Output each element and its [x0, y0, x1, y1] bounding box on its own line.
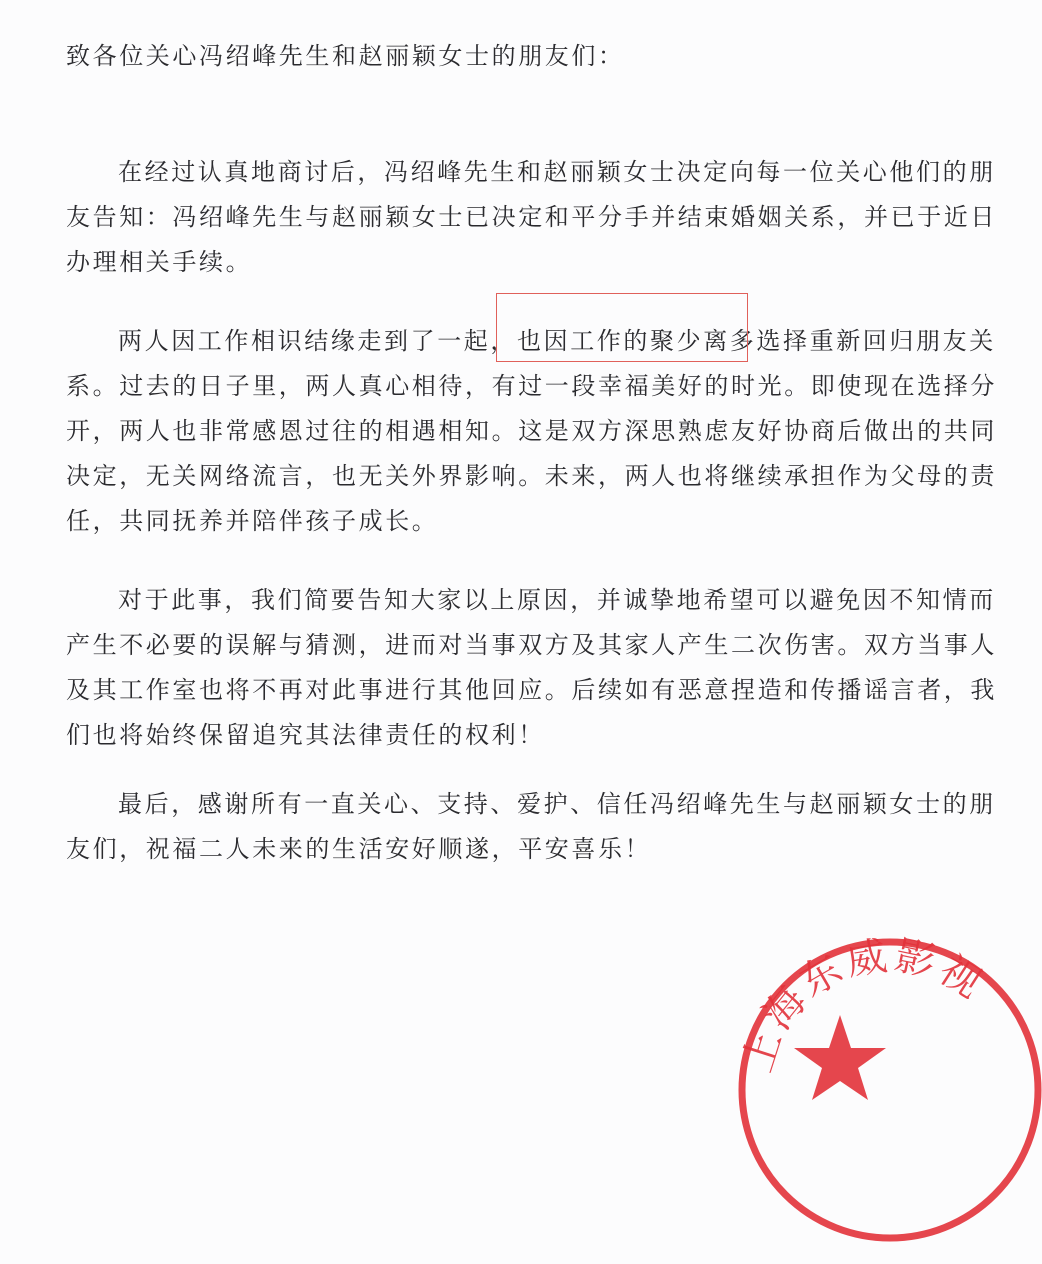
paragraph-1-line-1: 在经过认真地商讨后，冯绍峰先生和赵丽颖女士决定向每一位关心他们的朋 [118, 158, 996, 186]
paragraph-3-line-2: 产生不必要的误解与猜测，进而对当事双方及其家人产生二次伤害。双方当事人 [66, 631, 997, 659]
paragraph-2-line-1: 两人因工作相识结缘走到了一起，也因工作的聚少离多选择重新回归朋友关 [118, 327, 996, 355]
highlight-box [496, 293, 748, 362]
salutation: 致各位关心冯绍峰先生和赵丽颖女士的朋友们： [66, 42, 625, 70]
paragraph-4-line-2: 友们，祝福二人未来的生活安好顺遂，平安喜乐！ [66, 835, 652, 863]
paragraph-2-line-5: 任，共同抚养并陪伴孩子成长。 [66, 507, 439, 535]
paragraph-4-line-1: 最后，感谢所有一直关心、支持、爱护、信任冯绍峰先生与赵丽颖女士的朋 [118, 790, 996, 818]
paragraph-2-line-3: 开，两人也非常感恩过往的相遇相知。这是双方深思熟虑友好协商后做出的共同 [66, 417, 997, 445]
paragraph-1-line-3: 办理相关手续。 [66, 248, 253, 276]
paragraph-2-line-2: 系。过去的日子里，两人真心相待，有过一段幸福美好的时光。即使现在选择分 [66, 372, 997, 400]
star-icon [794, 1015, 886, 1100]
company-seal [720, 920, 1042, 1260]
seal-text: 上海东威影视 [734, 932, 993, 1078]
paragraph-3-line-4: 们也将始终保留追究其法律责任的权利！ [66, 721, 545, 749]
paragraph-3-line-1: 对于此事，我们简要告知大家以上原因，并诚挚地希望可以避免因不知情而 [118, 586, 996, 614]
paragraph-2-line-4: 决定，无关网络流言，也无关外界影响。未来，两人也将继续承担作为父母的责 [66, 462, 997, 490]
paragraph-3-line-3: 及其工作室也将不再对此事进行其他回应。后续如有恶意捏造和传播谣言者，我 [66, 676, 997, 704]
paragraph-1-line-2: 友告知：冯绍峰先生与赵丽颖女士已决定和平分手并结束婚姻关系，并已于近日 [66, 203, 997, 231]
